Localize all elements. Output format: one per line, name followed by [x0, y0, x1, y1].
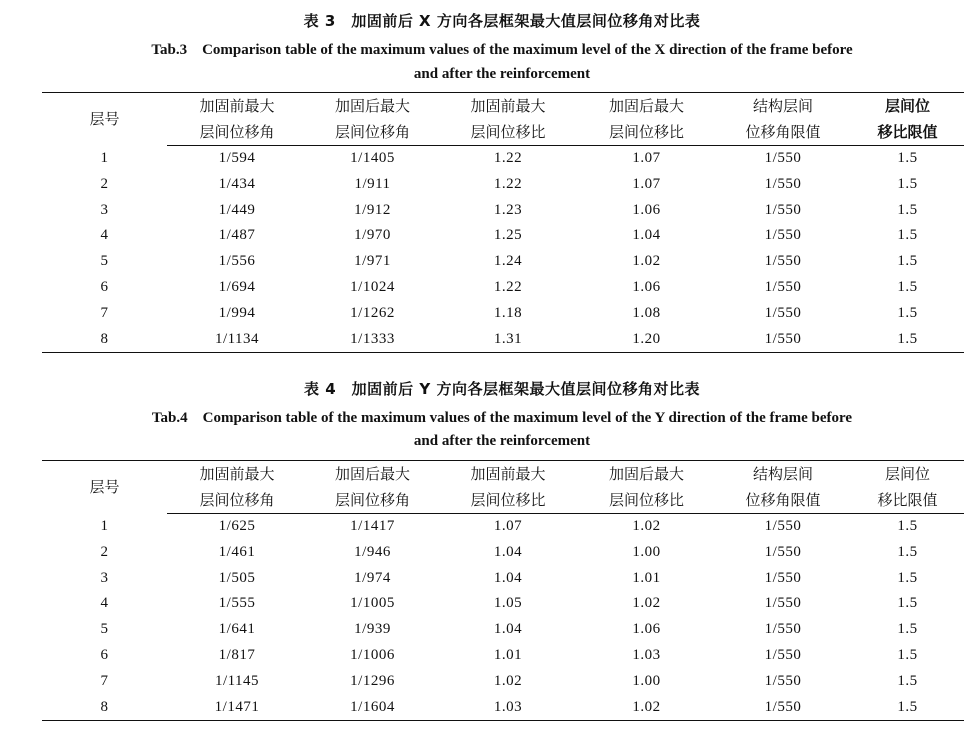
table-cell: 1/550 [764, 672, 802, 689]
header-col6-line2: 移比限值 [851, 487, 964, 514]
table-cell: 1.02 [493, 672, 523, 689]
table-row [42, 146, 964, 172]
table-cell: 1.5 [897, 278, 918, 295]
table-cell: 1/550 [764, 646, 802, 663]
table-cell: 1.5 [897, 201, 918, 218]
table-row [42, 327, 964, 353]
table3-caption-cn: 表 3 加固前后 X 方向各层框架最大值层间位移角对比表 [303, 12, 701, 30]
table-cell: 1/550 [715, 327, 851, 353]
table-cell: 8 [42, 327, 167, 353]
table-cell: 1/970 [354, 227, 391, 244]
table-cell: 1/1333 [307, 327, 438, 353]
table-cell: 2 [100, 543, 109, 560]
table-cell: 1.5 [897, 621, 918, 638]
table-cell: 1.25 [493, 227, 523, 244]
table-cell: 1/550 [764, 175, 802, 192]
table-cell: 7 [100, 304, 109, 321]
table-cell: 1/555 [218, 595, 256, 612]
table4-body [42, 514, 964, 721]
table-cell: 1/912 [354, 201, 391, 218]
table-cell: 1.02 [632, 253, 661, 270]
table-cell: 1/625 [218, 518, 256, 534]
table-row [42, 514, 964, 540]
table-cell: 1.03 [438, 695, 578, 721]
table-cell: 1.00 [632, 543, 661, 560]
table-cell: 1/994 [218, 304, 256, 321]
table4-caption-en-line2: and after the reinforcement [413, 433, 591, 449]
table-cell: 1/1262 [350, 304, 395, 321]
header-col2-line2: 层间位移角 [307, 119, 438, 146]
table-row [42, 249, 964, 275]
header-col5-line1: 结构层间 [715, 461, 851, 488]
table-row [42, 223, 964, 249]
table-cell: 1/1145 [214, 672, 260, 689]
header-col6-line1: 层间位 [851, 461, 964, 488]
table-cell: 1/1296 [350, 672, 395, 689]
table-cell: 1.07 [493, 518, 523, 534]
header-col6-line2: 移比限值 [851, 119, 964, 146]
table-cell: 1/550 [764, 543, 802, 560]
table-cell: 1.5 [897, 646, 918, 663]
table3 [42, 92, 964, 353]
header-col4-line2: 层间位移比 [578, 487, 715, 514]
table-cell: 1.03 [632, 646, 661, 663]
table-cell: 1.23 [493, 201, 523, 218]
table-cell: 3 [100, 569, 109, 586]
table-cell: 1/449 [218, 201, 256, 218]
table-cell: 1/594 [218, 150, 256, 166]
table-row [42, 275, 964, 301]
table-cell: 5 [100, 253, 109, 270]
table-cell: 1.5 [897, 304, 918, 321]
table-cell: 8 [42, 695, 167, 721]
table-cell: 1/487 [218, 227, 256, 244]
table-cell: 1/1471 [167, 695, 307, 721]
table-row [42, 172, 964, 198]
header-col4-line1: 加固后最大 [578, 461, 715, 488]
table-cell: 1.22 [493, 150, 523, 166]
table-row [42, 695, 964, 721]
table4 [42, 460, 964, 721]
table-cell: 1.5 [897, 518, 918, 534]
table-cell: 5 [100, 621, 109, 638]
table-row [42, 301, 964, 327]
table-cell: 1.04 [632, 227, 661, 244]
table-cell: 1/550 [764, 569, 802, 586]
table-cell: 1/550 [764, 304, 802, 321]
table-cell: 1/550 [764, 595, 802, 612]
header-col2-line1: 加固后最大 [307, 93, 438, 120]
table-cell: 1.5 [897, 227, 918, 244]
header-col5-line1: 结构层间 [715, 93, 851, 120]
table-cell: 1.05 [493, 595, 523, 612]
table-cell: 1.02 [632, 518, 661, 534]
table-cell: 4 [100, 595, 109, 612]
table-cell: 1/550 [764, 227, 802, 244]
table-cell: 1.5 [897, 150, 918, 166]
table-cell: 1.24 [493, 253, 523, 270]
table-cell: 1/946 [354, 543, 391, 560]
table4-caption-en-line1: Tab.4 Comparison table of the maximum values of the maximum level of the Y direction of the frame before [151, 410, 853, 426]
table-cell: 1.04 [493, 543, 523, 560]
table-cell: 1/505 [218, 569, 256, 586]
table-cell: 1/974 [354, 569, 391, 586]
table-cell: 2 [100, 175, 109, 192]
table-row [42, 198, 964, 224]
table-cell: 1.02 [578, 695, 715, 721]
table-cell: 1/556 [218, 253, 256, 270]
table-cell: 1.5 [897, 569, 918, 586]
header-col3-line1: 加固前最大 [438, 93, 578, 120]
table-cell: 1/550 [764, 621, 802, 638]
header-col2-line1: 加固后最大 [307, 461, 438, 488]
table-cell: 1/550 [764, 278, 802, 295]
table-cell: 1.04 [493, 569, 523, 586]
table-cell: 1/694 [218, 278, 256, 295]
table-cell: 6 [100, 278, 109, 295]
table-cell: 1.5 [897, 543, 918, 560]
header-col1-line1: 加固前最大 [167, 93, 307, 120]
table-cell: 1/1417 [350, 518, 395, 534]
table-cell: 1.22 [493, 175, 523, 192]
header-col1-line1: 加固前最大 [167, 461, 307, 488]
table-cell: 7 [100, 672, 109, 689]
table-cell: 1/911 [354, 175, 391, 192]
table-cell: 1/550 [764, 201, 802, 218]
table-cell: 1/1134 [167, 327, 307, 353]
header-col3-line2: 层间位移比 [438, 487, 578, 514]
table-cell: 1 [100, 517, 109, 534]
table-cell: 1/461 [218, 543, 256, 560]
table4-caption-cn: 表 4 加固前后 Y 方向各层框架最大值层间位移角对比表 [304, 380, 700, 398]
table-cell: 4 [100, 227, 109, 244]
table-cell: 3 [100, 201, 109, 218]
table-cell: 1.5 [897, 175, 918, 192]
table-cell: 1/641 [218, 621, 256, 638]
table-cell: 1.5 [897, 253, 918, 270]
table-cell: 1.20 [578, 327, 715, 353]
table-cell: 1.01 [632, 569, 661, 586]
header-col6-line1: 层间位 [851, 93, 964, 120]
table-cell: 1/550 [715, 695, 851, 721]
table-cell: 1.07 [632, 150, 661, 166]
table-cell: 1/434 [218, 175, 256, 192]
table-cell: 1.06 [632, 201, 661, 218]
table-cell: 1/1604 [307, 695, 438, 721]
table3-caption-en-line1: Tab.3 Comparison table of the maximum values of the maximum level of the X direction of the frame before [151, 42, 853, 58]
table-cell: 1.07 [632, 175, 661, 192]
table-cell: 1.01 [493, 646, 523, 663]
table-cell: 1.5 [897, 672, 918, 689]
table-row [42, 591, 964, 617]
table-row [42, 540, 964, 566]
table-cell: 1/550 [764, 253, 802, 270]
table-cell: 1/1006 [350, 646, 395, 663]
table-row [42, 669, 964, 695]
table-row [42, 643, 964, 669]
header-col3-line2: 层间位移比 [438, 119, 578, 146]
table-cell: 1.22 [493, 278, 523, 295]
table-cell: 1.06 [632, 621, 661, 638]
header-col2-line2: 层间位移角 [307, 487, 438, 514]
table-row [42, 617, 964, 643]
table-cell: 1.18 [493, 304, 523, 321]
table-cell: 1/939 [354, 621, 391, 638]
header-col3-line1: 加固前最大 [438, 461, 578, 488]
table-cell: 1.08 [632, 304, 661, 321]
table-cell: 1.5 [897, 595, 918, 612]
header-col1-line2: 层间位移角 [167, 487, 307, 514]
table-cell: 1.5 [851, 327, 964, 353]
table-cell: 1/971 [354, 253, 391, 270]
table3-caption-en-line2: and after the reinforcement [413, 66, 591, 82]
header-floor: 层号 [42, 461, 167, 514]
header-col4-line2: 层间位移比 [578, 119, 715, 146]
header-col5-line2: 位移角限值 [715, 119, 851, 146]
header-col5-line2: 位移角限值 [715, 487, 851, 514]
table-cell: 1.04 [493, 621, 523, 638]
table-cell: 1/550 [764, 150, 802, 166]
header-floor: 层号 [42, 93, 167, 146]
table-row [42, 566, 964, 592]
header-col4-line1: 加固后最大 [578, 93, 715, 120]
table-cell: 1/550 [764, 518, 802, 534]
table-cell: 1.5 [851, 695, 964, 721]
table-cell: 1/1024 [350, 278, 395, 295]
table-cell: 6 [100, 646, 109, 663]
table-cell: 1/1405 [350, 150, 395, 166]
table-cell: 1/817 [218, 646, 256, 663]
table-cell: 1.02 [632, 595, 661, 612]
header-col1-line2: 层间位移角 [167, 119, 307, 146]
table3-body [42, 146, 964, 353]
table-cell: 1.00 [632, 672, 661, 689]
table-cell: 1 [100, 149, 109, 166]
table-cell: 1/1005 [350, 595, 395, 612]
table-cell: 1.06 [632, 278, 661, 295]
table-cell: 1.31 [438, 327, 578, 353]
